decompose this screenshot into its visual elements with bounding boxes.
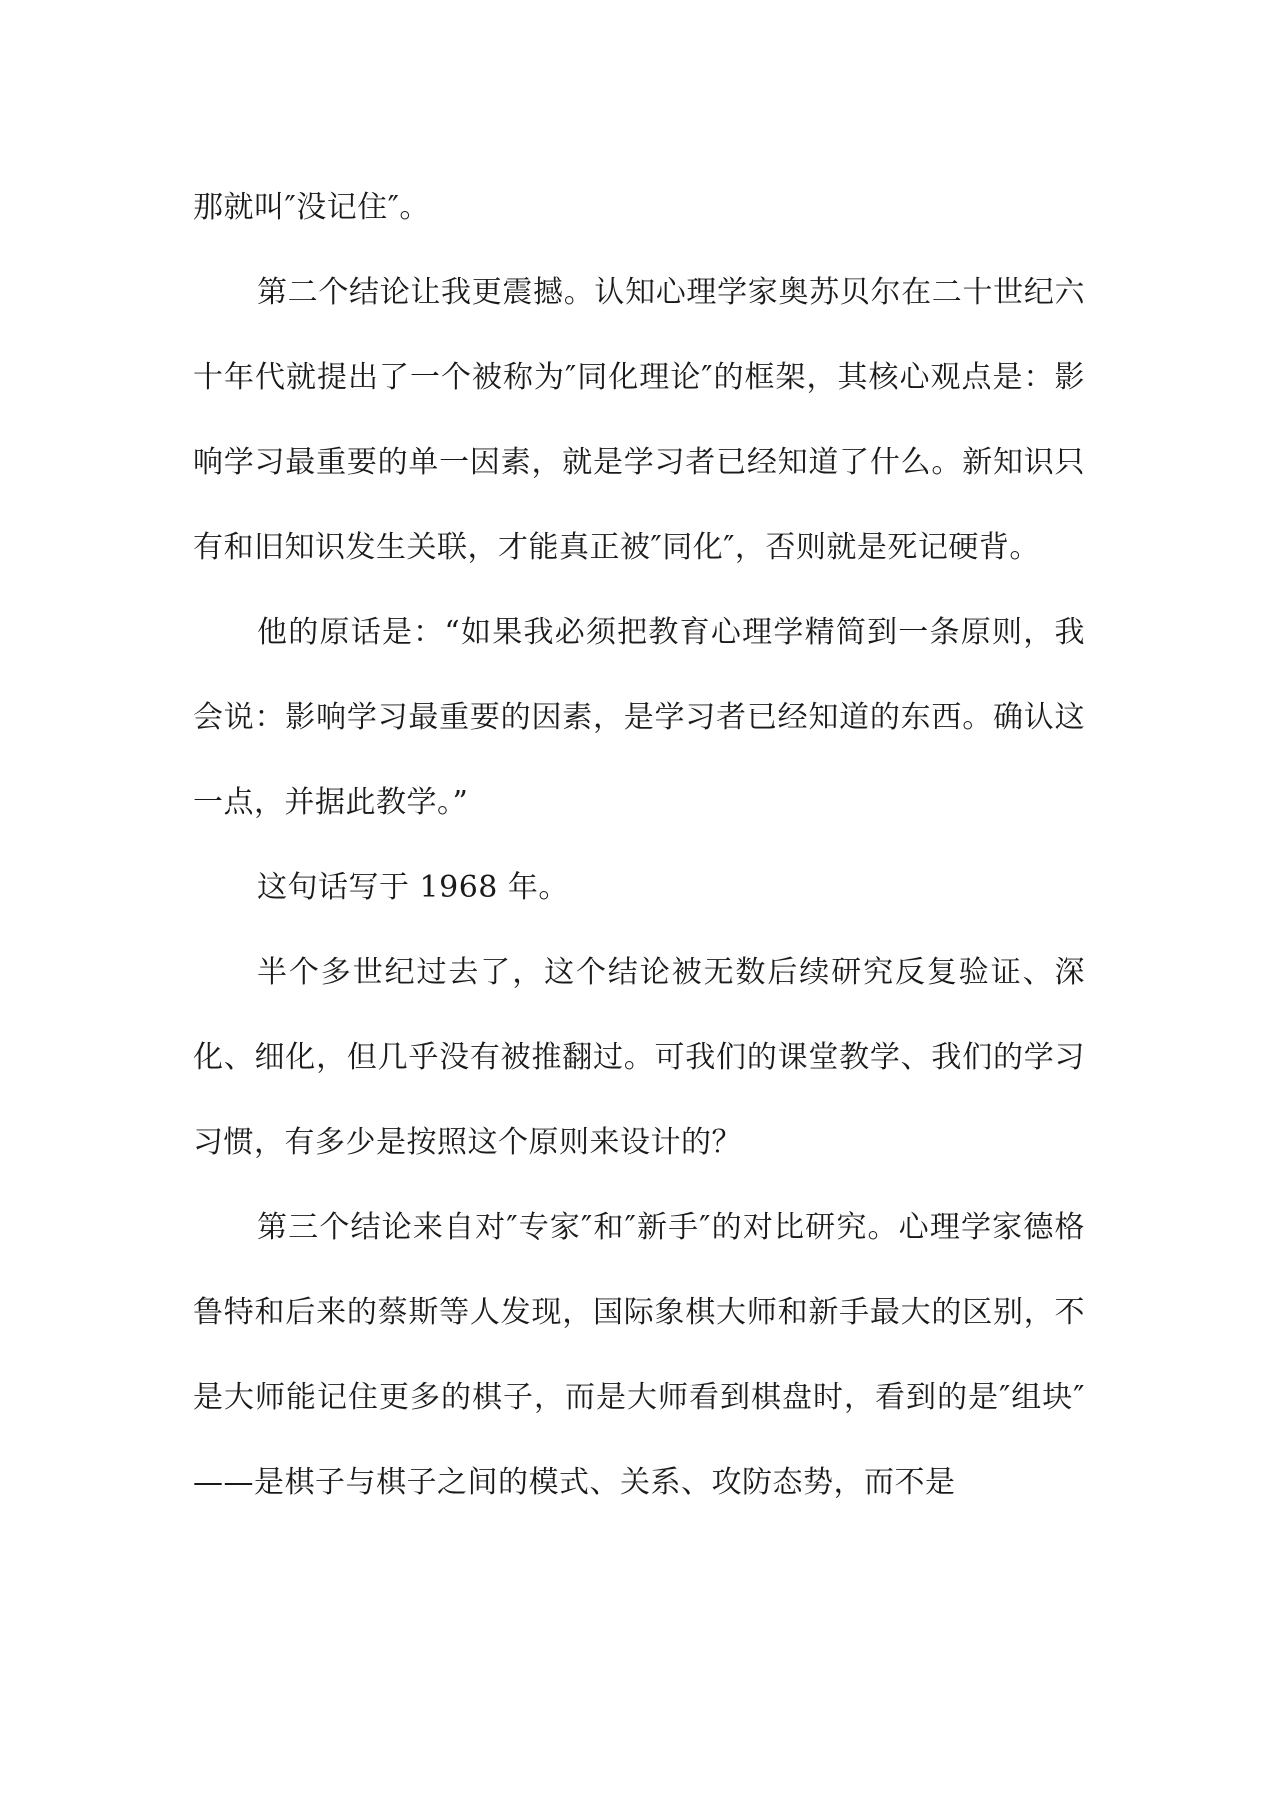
paragraph-2: 第二个结论让我更震撼。认知心理学家奥苏贝尔在二十世纪六十年代就提出了一个被称为″同化理论″的框架，其核心观点是：影响学习最重要的单一因素，就是学习者已经知道了什么。新知识只有和旧知识发生关联，才能真正被″同化″，否则就是死记硬背。 <box>193 275 1085 565</box>
paragraph-4: 这句话写于 1968 年。 <box>257 870 569 905</box>
document-body <box>193 165 1085 1525</box>
paragraph-1: 那就叫″没记住″。 <box>193 190 430 225</box>
paragraph-3: 他的原话是：“如果我必须把教育心理学精简到一条原则，我会说：影响学习最重要的因素，是学习者已经知道的东西。确认这一点，并据此教学。” <box>193 615 1085 820</box>
paragraph-5: 半个多世纪过去了，这个结论被无数后续研究反复验证、深化、细化，但几乎没有被推翻过。可我们的课堂教学、我们的学习习惯，有多少是按照这个原则来设计的？ <box>193 955 1085 1160</box>
paragraph-6: 第三个结论来自对″专家″和″新手″的对比研究。心理学家德格鲁特和后来的蔡斯等人发现，国际象棋大师和新手最大的区别，不是大师能记住更多的棋子，而是大师看到棋盘时，看到的是″组块″——是棋子与棋子之间的模式、关系、攻防态势，而不是 <box>193 1210 1085 1500</box>
